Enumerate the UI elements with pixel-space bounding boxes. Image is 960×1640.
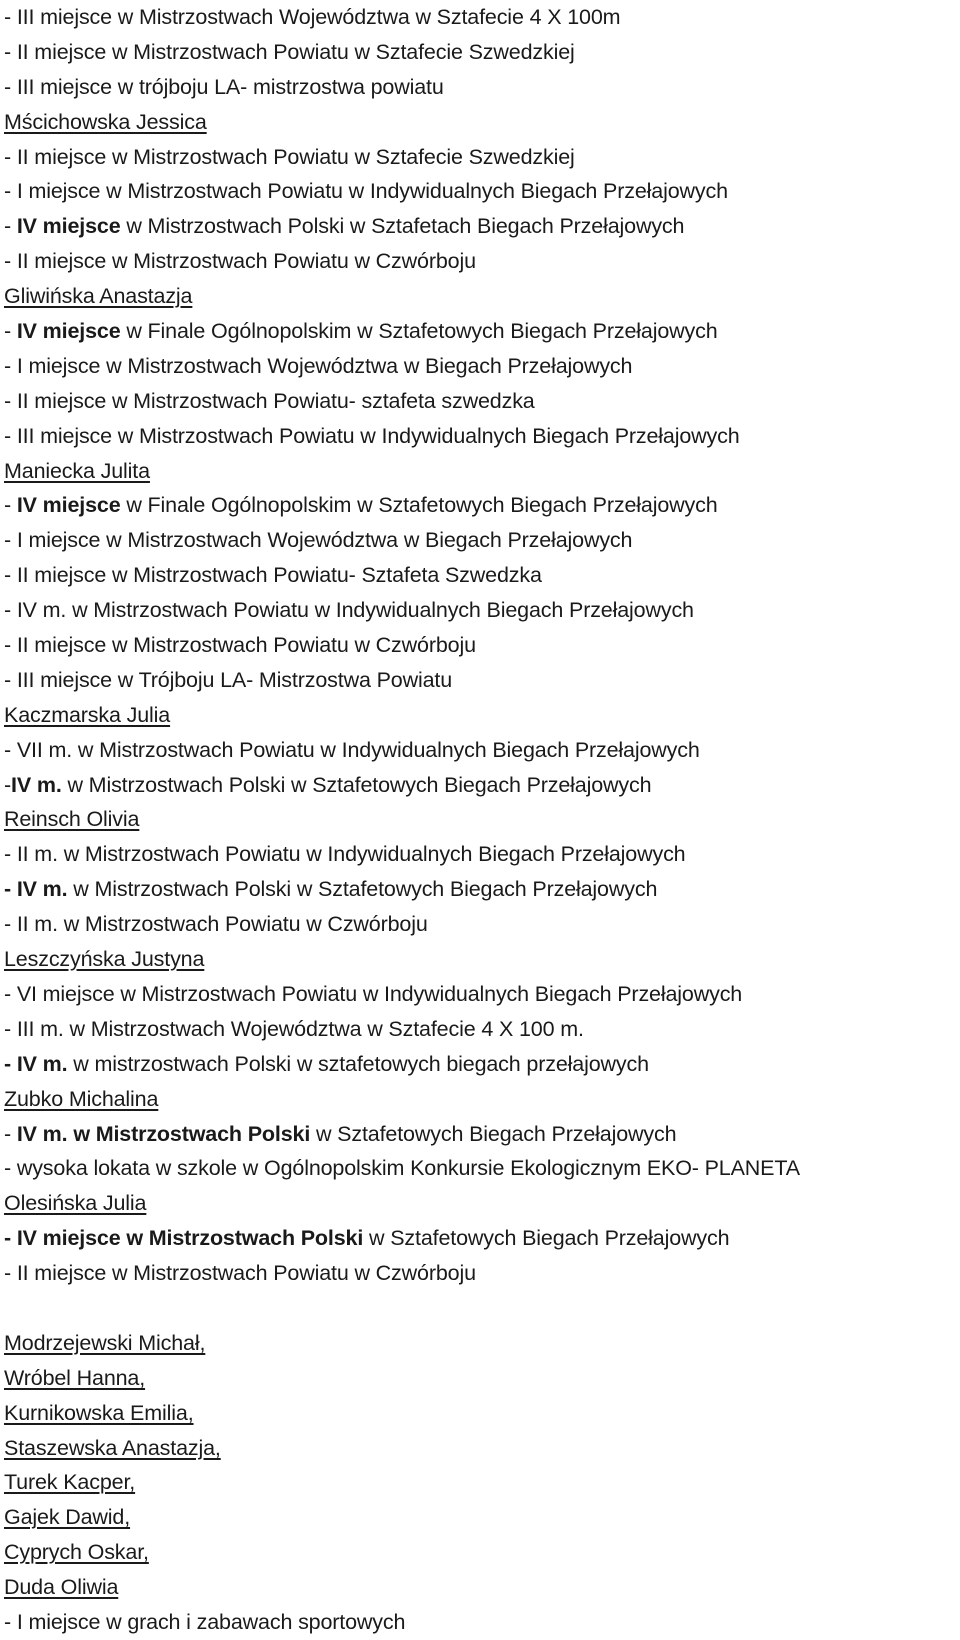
text-segment: Turek Kacper, xyxy=(4,1470,136,1495)
text-segment: Gajek Dawid, xyxy=(4,1505,131,1530)
bold-text: w Mistrzostwach Polski xyxy=(73,1121,311,1146)
text-segment: Kurnikowska Emilia, xyxy=(4,1400,194,1425)
achievement-line xyxy=(4,1151,960,1186)
student-name xyxy=(4,1082,960,1117)
achievement-line xyxy=(4,314,960,349)
text-segment: - xyxy=(4,319,17,344)
text-segment: - III m. w Mistrzostwach Województwa w Sztafecie 4 X 100 m. xyxy=(4,1016,584,1041)
text-segment: Kaczmarska Julia xyxy=(4,702,171,727)
achievement-line xyxy=(4,977,960,1012)
bold-text: IV m. xyxy=(16,1121,68,1146)
achievement-line xyxy=(4,872,960,907)
achievement-line xyxy=(4,593,960,628)
bold-text: - IV miejsce w Mistrzostwach Polski xyxy=(4,1226,364,1251)
text-segment: w Mistrzostwach Polski w Sztafetowych Biegach Przełajowych xyxy=(61,772,652,797)
achievement-line xyxy=(4,0,960,35)
text-segment: w Sztafetowych Biegach Przełajowych xyxy=(310,1121,677,1146)
text-segment: w Finale Ogólnopolskim w Sztafetowych Biegach Przełajowych xyxy=(120,493,718,518)
text-segment: - II miejsce w Mistrzostwach Powiatu w Czwórboju xyxy=(4,249,476,274)
student-name xyxy=(4,1431,960,1466)
achievement-line xyxy=(4,1256,960,1291)
text-segment: Olesińska Julia xyxy=(4,1191,147,1216)
achievement-line xyxy=(4,558,960,593)
text-segment: - II miejsce w Mistrzostwach Powiatu w Sztafecie Szwedzkiej xyxy=(4,144,575,169)
text-segment: - I miejsce w Mistrzostwach Województwa w Biegach Przełajowych xyxy=(4,528,633,553)
student-name xyxy=(4,454,960,489)
student-name xyxy=(4,1535,960,1570)
blank-line xyxy=(4,1291,960,1326)
text-segment: w Sztafetowych Biegach Przełajowych xyxy=(363,1226,730,1251)
student-name xyxy=(4,1361,960,1396)
text-segment: w Mistrzostwach Polski w Sztafetach Biegach Przełajowych xyxy=(120,214,685,239)
achievement-line xyxy=(4,349,960,384)
text-segment: Reinsch Olivia xyxy=(4,807,140,832)
text-segment: - II m. w Mistrzostwach Powiatu w Czwórboju xyxy=(4,912,428,937)
text-segment: Cyprych Oskar, xyxy=(4,1540,149,1565)
student-name xyxy=(4,698,960,733)
text-segment: Duda Oliwia xyxy=(4,1575,119,1600)
text-segment: - III miejsce w trójboju LA- mistrzostwa powiatu xyxy=(4,74,444,99)
achievement-line xyxy=(4,1012,960,1047)
bold-text: - IV m. xyxy=(4,1051,68,1076)
text-segment: - I miejsce w Mistrzostwach Województwa w Biegach Przełajowych xyxy=(4,353,633,378)
text-segment: - II m. w Mistrzostwach Powiatu w Indywidualnych Biegach Przełajowych xyxy=(4,842,686,867)
achievement-line xyxy=(4,733,960,768)
student-name xyxy=(4,1186,960,1221)
student-name xyxy=(4,1570,960,1605)
student-name xyxy=(4,1500,960,1535)
achievement-line xyxy=(4,384,960,419)
achievement-line xyxy=(4,244,960,279)
bold-text: IV m. xyxy=(11,772,62,797)
achievement-line xyxy=(4,1047,960,1082)
text-segment: Staszewska Anastazja, xyxy=(4,1435,221,1460)
text-segment: - II miejsce w Mistrzostwach Powiatu- Sztafeta Szwedzka xyxy=(4,563,542,588)
text-segment: - VI miejsce w Mistrzostwach Powiatu w Indywidualnych Biegach Przełajowych xyxy=(4,981,743,1006)
achievement-line xyxy=(4,768,960,803)
bold-text: IV miejsce xyxy=(16,493,121,518)
bold-text: IV miejsce xyxy=(16,214,121,239)
text-segment: Modrzejewski Michał, xyxy=(4,1330,206,1355)
text-segment: - wysoka lokata w szkole w Ogólnopolskim Konkursie Ekologicznym EKO- PLANETA xyxy=(4,1156,800,1181)
text-segment: w mistrzostwach Polski w sztafetowych biegach przełajowych xyxy=(67,1051,649,1076)
achievement-line xyxy=(4,1605,960,1640)
achievement-line xyxy=(4,663,960,698)
text-segment: - II miejsce w Mistrzostwach Powiatu- sztafeta szwedzka xyxy=(4,388,535,413)
achievement-line xyxy=(4,1117,960,1152)
achievement-line xyxy=(4,1221,960,1256)
text-segment: w Mistrzostwach Polski w Sztafetowych Biegach Przełajowych xyxy=(67,877,658,902)
achievement-line xyxy=(4,70,960,105)
student-name xyxy=(4,105,960,140)
achievement-line xyxy=(4,209,960,244)
text-segment: - I miejsce w Mistrzostwach Powiatu w Indywidualnych Biegach Przełajowych xyxy=(4,179,728,204)
achievement-line xyxy=(4,419,960,454)
text-segment: - III miejsce w Trójboju LA- Mistrzostwa Powiatu xyxy=(4,667,453,692)
text-segment: - II miejsce w Mistrzostwach Powiatu w Czwórboju xyxy=(4,633,476,658)
student-name xyxy=(4,1396,960,1431)
achievement-line xyxy=(4,628,960,663)
text-segment: - xyxy=(4,214,17,239)
text-segment: - VII m. w Mistrzostwach Powiatu w Indywidualnych Biegach Przełajowych xyxy=(4,737,700,762)
achievement-line xyxy=(4,523,960,558)
bold-text: - IV m. xyxy=(4,877,68,902)
text-segment: Mścichowska Jessica xyxy=(4,109,207,134)
text-segment: - xyxy=(4,772,12,797)
student-name xyxy=(4,942,960,977)
achievement-line xyxy=(4,174,960,209)
student-name xyxy=(4,802,960,837)
text-segment: - III miejsce w Mistrzostwach Województwa w Sztafecie 4 X 100m xyxy=(4,5,621,29)
bold-text: IV miejsce xyxy=(16,319,121,344)
text-segment: - II miejsce w Mistrzostwach Powiatu w Czwórboju xyxy=(4,1261,476,1286)
text-segment: - xyxy=(4,1121,17,1146)
achievement-line xyxy=(4,35,960,70)
achievement-line xyxy=(4,488,960,523)
text-segment: w Finale Ogólnopolskim w Sztafetowych Biegach Przełajowych xyxy=(120,319,718,344)
achievement-line xyxy=(4,837,960,872)
text-segment: Maniecka Julita xyxy=(4,458,150,483)
text-segment: - II miejsce w Mistrzostwach Powiatu w Sztafecie Szwedzkiej xyxy=(4,39,575,64)
student-name xyxy=(4,279,960,314)
text-segment: - xyxy=(4,493,17,518)
achievement-line xyxy=(4,140,960,175)
text-segment: Gliwińska Anastazja xyxy=(4,284,193,309)
student-name xyxy=(4,1465,960,1500)
text-segment: Zubko Michalina xyxy=(4,1086,159,1111)
student-name xyxy=(4,1326,960,1361)
text-segment: Leszczyńska Justyna xyxy=(4,947,205,972)
text-segment: Wróbel Hanna, xyxy=(4,1365,146,1390)
achievement-line xyxy=(4,907,960,942)
text-segment: - IV m. w Mistrzostwach Powiatu w Indywidualnych Biegach Przełajowych xyxy=(4,598,694,623)
text-segment: - I miejsce w grach i zabawach sportowych xyxy=(4,1609,406,1634)
text-segment: - III miejsce w Mistrzostwach Powiatu w Indywidualnych Biegach Przełajowych xyxy=(4,423,740,448)
